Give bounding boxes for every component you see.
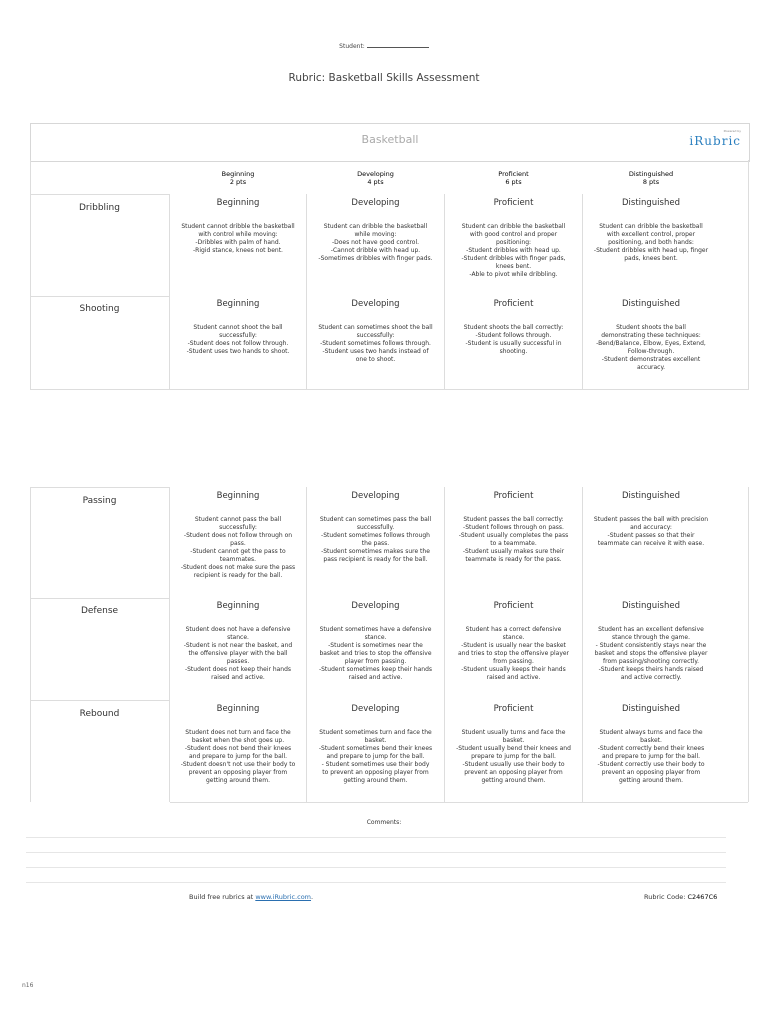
cell-level: Distinguished	[621, 299, 680, 309]
cell-level: Proficient	[493, 491, 534, 501]
cell-level: Beginning	[216, 198, 260, 208]
cell-level: Proficient	[493, 198, 534, 208]
logo-wordmark: iRubric	[689, 134, 741, 148]
cell-level: Distinguished	[621, 704, 680, 714]
cell-level: Beginning	[216, 704, 260, 714]
cell-description: Student passes the ball correctly: -Student follows through on pass. -Student usually completes the pass to a teammate. -Student usually makes sure their teammate is ready for the pass.	[458, 516, 569, 563]
cell-description: Student cannot shoot the ball successfully: -Student does not follow through. -Student uses two hands to shoot.	[186, 324, 290, 355]
cell-description: Student can sometimes shoot the ball successfully: -Student sometimes follows through. -Student uses two hands instead of one to shoot.	[318, 324, 433, 363]
criterion-passing: Passing	[82, 496, 117, 506]
student-label: Student:	[339, 43, 365, 50]
cell-description: Student shoots the ball correctly: -Student follows through. -Student is usually successful in shooting.	[463, 324, 564, 355]
criterion-dribbling: Dribbling	[79, 203, 120, 213]
cell-level: Developing	[351, 601, 400, 611]
cell-level: Developing	[351, 198, 400, 208]
cell-level: Proficient	[493, 299, 534, 309]
cell-level: Beginning	[216, 491, 260, 501]
criterion-defense: Defense	[80, 606, 119, 616]
cell-description: Student can dribble the basketball while moving: -Does not have good control. -Cannot dribble with head up. -Sometimes dribbles with finger pads.	[318, 223, 433, 262]
cell-level: Developing	[351, 299, 400, 309]
rubric-code: Rubric Code: C2467C6	[644, 893, 718, 901]
level-header-proficient: Proficient 6 pts	[498, 170, 529, 186]
cell-description: Student usually turns and face the basket. -Student usually bend their knees and prepare to jump for the ball. -Student usually use their body to prevent an opposing player from getting around them.	[456, 729, 571, 784]
level-header-distinguished: Distinguished 8 pts	[628, 170, 674, 186]
rubric-name: Basketball	[361, 133, 419, 146]
cell-description: Student does not have a defensive stance. -Student is not near the basket, and the offensive player with the ball passes. -Student does not keep their hands raised and active.	[183, 626, 293, 681]
cell-description: Student always turns and face the basket. -Student correctly bend their knees and prepare to jump for the ball. -Student correctly use their body to prevent an opposing player from getting around them.	[597, 729, 705, 784]
cell-level: Proficient	[493, 601, 534, 611]
student-name-line	[367, 41, 429, 48]
page-title: Rubric: Basketball Skills Assessment	[288, 72, 480, 84]
cell-description: Student does not turn and face the basket when the shot goes up. -Student does not bend their knees and prepare to jump for the ball. -Student doesn't not use their body to prevent an opposing player from getting around them.	[180, 729, 296, 784]
cell-description: Student passes the ball with precision and accuracy: -Student passes so that their teammate can receive it with ease.	[593, 516, 709, 547]
irubric-logo	[689, 129, 741, 148]
rubric-code-value: C2467C6	[687, 893, 718, 901]
rubric-header	[30, 123, 750, 162]
cell-description: Student cannot dribble the basketball with control while moving: -Dribbles with palm of hand. -Rigid stance, knees not bent.	[181, 223, 295, 254]
cell-level: Beginning	[216, 601, 260, 611]
cell-description: Student cannot pass the ball successfully: -Student does not follow through on pass. -Student cannot get the pass to teammates. -Student does not make sure the pass recipient is ready for the ball.	[180, 516, 296, 579]
level-header-developing: Developing 4 pts	[357, 170, 394, 186]
cell-description: Student can dribble the basketball with excellent control, proper positioning, and both hands: -Student dribbles with head up, finger pads, knees bent.	[593, 223, 709, 262]
cell-description: Student has an excellent defensive stance through the game. - Student consistently stays near the basket and stops the offensive player from passing/shooting correctly. -Student keeps theirs hands raised and active correctly.	[594, 626, 708, 681]
student-field	[0, 41, 768, 50]
cell-description: Student shoots the ball demonstrating these techniques: -Bend/Balance, Elbow, Eyes, Extend, Follow-through. -Student demonstrates excellent accuracy.	[596, 324, 706, 371]
page-mark: n16	[22, 982, 34, 989]
footer-build-text: Build free rubrics at www.iRubric.com.	[189, 893, 314, 901]
cell-level: Developing	[351, 491, 400, 501]
irubric-link[interactable]: www.iRubric.com	[255, 893, 312, 901]
cell-description: Student has a correct defensive stance. -Student is usually near the basket and tries to stop the offensive player from passing. -Student usually keeps their hands raised and active.	[457, 626, 570, 681]
cell-level: Distinguished	[621, 491, 680, 501]
cell-level: Proficient	[493, 704, 534, 714]
level-header-beginning: Beginning 2 pts	[221, 170, 255, 186]
criterion-shooting: Shooting	[79, 304, 120, 314]
cell-level: Distinguished	[621, 198, 680, 208]
cell-description: Student can dribble the basketball with good control and proper positioning: -Student dribbles with head up. -Student dribbles with finger pads, knees bent. -Able to pivot while dribbling.	[461, 223, 566, 278]
logo-tagline: Powered by	[723, 129, 741, 133]
cell-description: Student sometimes turn and face the basket. -Student sometimes bend their knees and prepare to jump for the ball. - Student sometimes use their body to prevent an opposing player from getting around them.	[318, 729, 433, 784]
comments-label: Comments:	[366, 819, 402, 826]
cell-description: Student sometimes have a defensive stance. -Student is sometimes near the basket and tries to stop the offensive player from passing. -Student sometimes keep their hands raised and active.	[318, 626, 433, 681]
cell-level: Distinguished	[621, 601, 680, 611]
cell-level: Developing	[351, 704, 400, 714]
cell-level: Beginning	[216, 299, 260, 309]
cell-description: Student can sometimes pass the ball successfully. -Student sometimes follows through the pass. -Student sometimes makes sure the pass recipient is ready for the ball.	[319, 516, 432, 563]
criterion-rebound: Rebound	[79, 709, 120, 719]
